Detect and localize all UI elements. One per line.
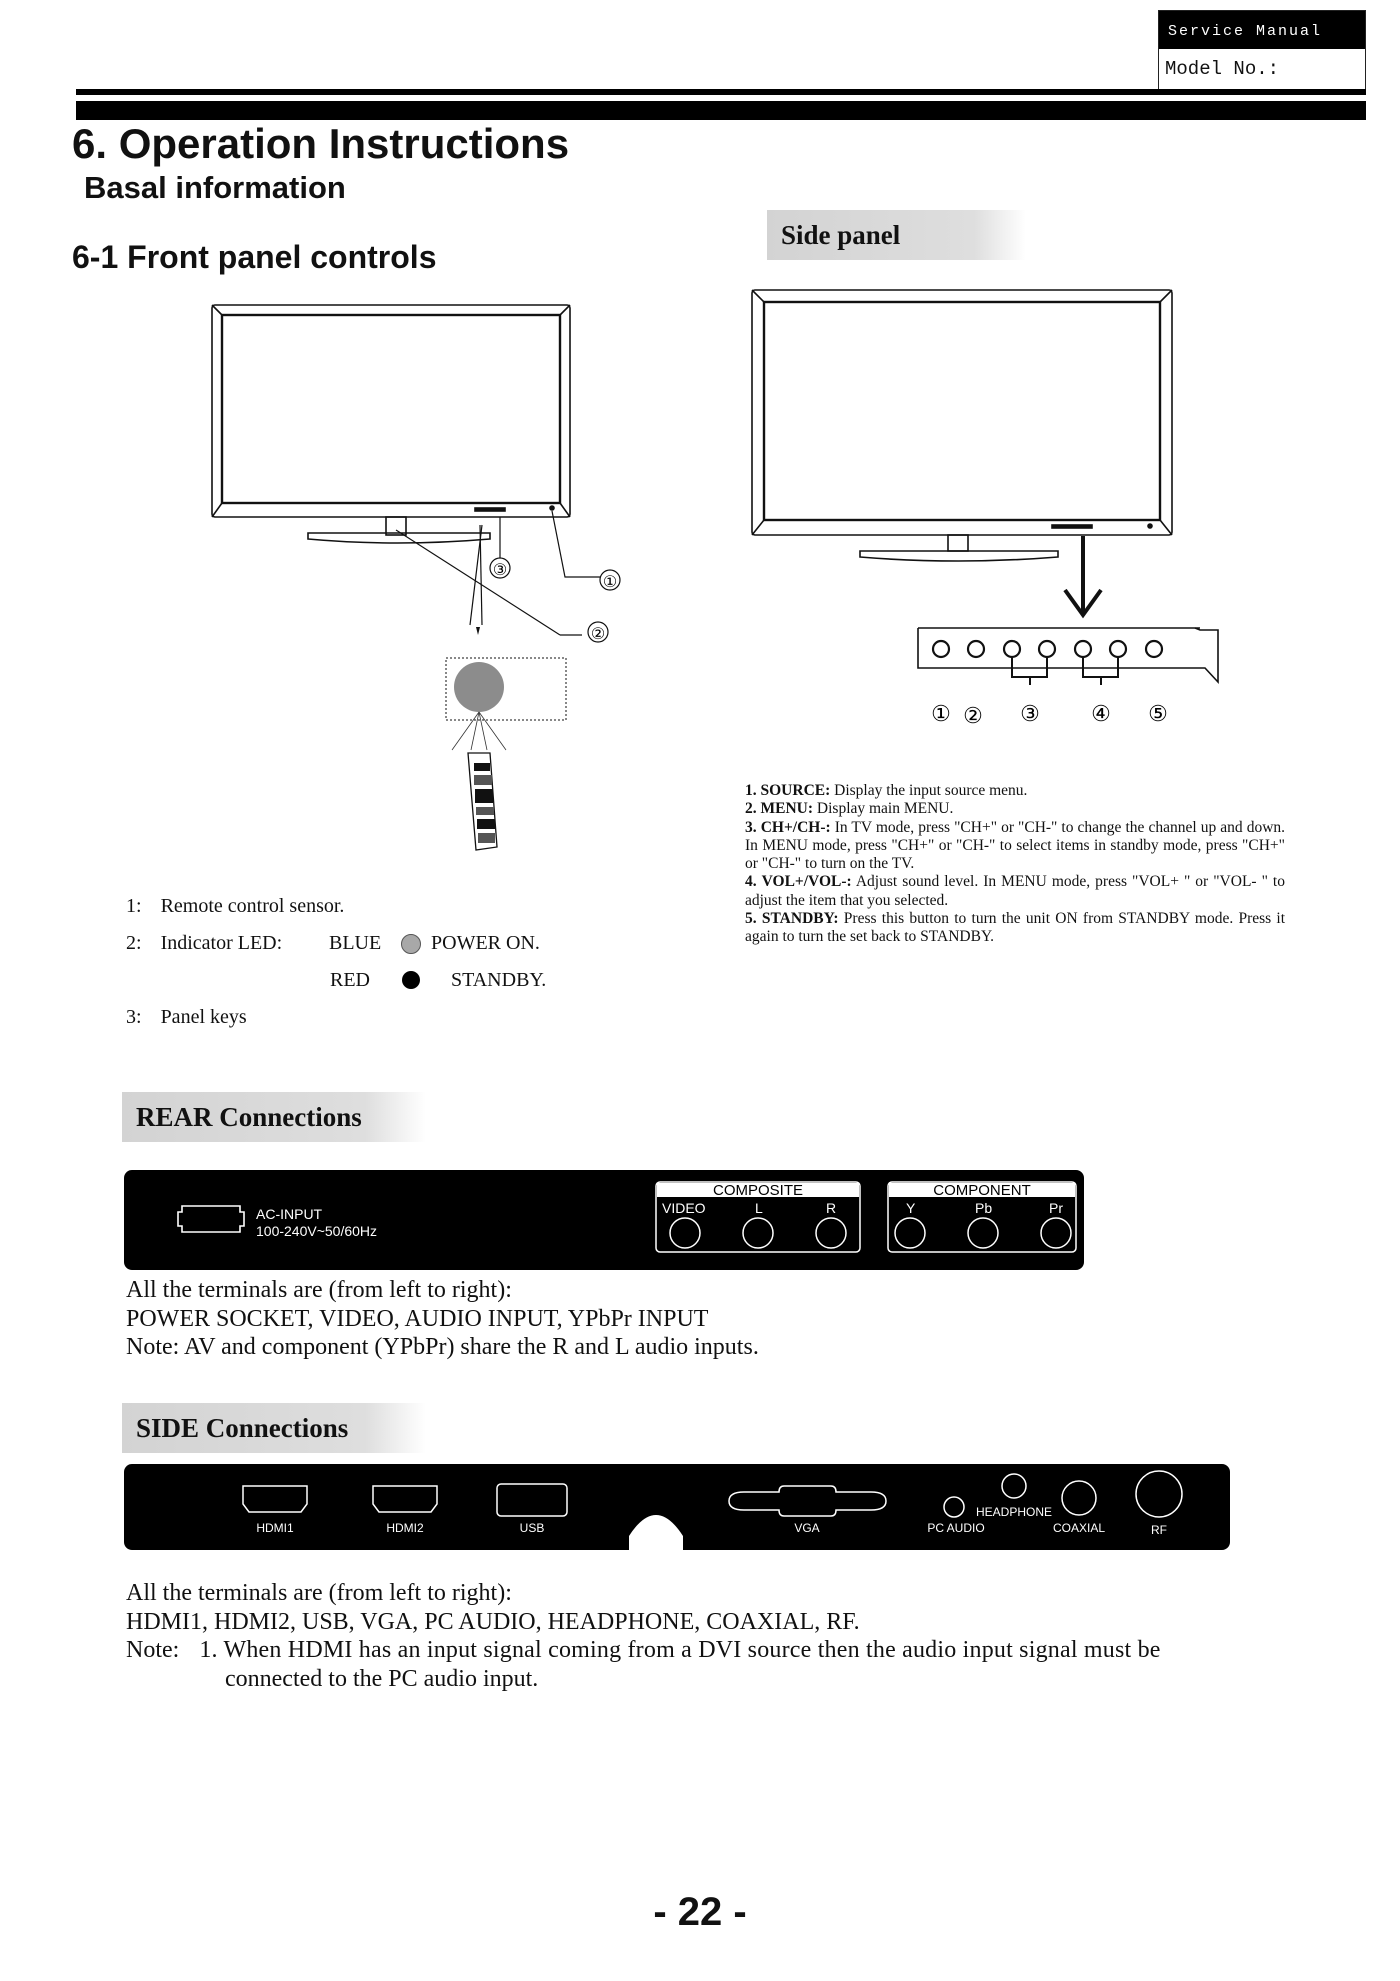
ac-input-spec: 100-240V~50/60Hz	[256, 1223, 378, 1239]
panel-buttons	[933, 641, 1162, 657]
side-text-line-2: HDMI1, HDMI2, USB, VGA, PC AUDIO, HEADPHONE, COAXIAL, RF.	[126, 1608, 860, 1635]
rear-text-line-2: POWER SOCKET, VIDEO, AUDIO INPUT, YPbPr INPUT	[126, 1305, 709, 1332]
desc-item-4: 4. VOL+/VOL-: Adjust sound level. In MENU mode, press "VOL+ " or "VOL- " to adjust the item that you selected.	[745, 873, 1285, 909]
desc-item-2: 2. MENU: Display main MENU.	[745, 800, 954, 818]
legend-text-1: Remote control sensor.	[160, 895, 345, 917]
composite-r-label: R	[826, 1200, 837, 1216]
pc-audio-label: PC AUDIO	[927, 1521, 985, 1535]
service-manual-label: Service Manual	[1159, 11, 1365, 49]
side-callout-1: ①	[931, 701, 951, 726]
ac-input-label: AC-INPUT	[256, 1206, 323, 1222]
rear-text-line-3: Note: AV and component (YPbPr) share the R and L audio inputs.	[126, 1334, 759, 1360]
side-panel-banner: Side panel	[767, 210, 1026, 260]
legend-num-3: 3:	[126, 1006, 142, 1028]
tv-front-illustration	[212, 305, 570, 543]
rear-text	[126, 1276, 759, 1362]
component-y-label: Y	[906, 1200, 916, 1216]
side-tv-diagram	[740, 285, 1240, 735]
composite-l-label: L	[755, 1200, 763, 1216]
page-number: - 22 -	[653, 1890, 747, 1934]
side-text	[126, 1579, 1286, 1693]
section-title: 6. Operation Instructions	[72, 120, 570, 167]
rf-label: RF	[1151, 1523, 1167, 1537]
hdmi2-label: HDMI2	[386, 1521, 424, 1535]
side-note-text-2: connected to the PC audio input.	[225, 1665, 539, 1692]
side-callout-4: ④	[1091, 701, 1111, 726]
component-pb-label: Pb	[975, 1200, 993, 1216]
desc-item-5: 5. STANDBY: Press this button to turn the unit ON from STANDBY mode. Press it again to turn the set back to STANDBY.	[745, 910, 1286, 946]
side-callout-2: ②	[963, 703, 983, 728]
vga-label: VGA	[794, 1521, 820, 1535]
led-blue-state: POWER ON.	[431, 932, 540, 954]
composite-video-label: VIDEO	[662, 1200, 706, 1216]
model-no-label: Model No.:	[1165, 58, 1280, 80]
side-panel-descriptions	[745, 782, 1285, 947]
component-pr-label: Pr	[1049, 1200, 1063, 1216]
legend-item-2	[126, 929, 282, 957]
front-tv-diagram	[200, 295, 618, 865]
header-box	[1158, 10, 1366, 92]
remote-sensor-detail	[446, 658, 566, 750]
led-blue-dot	[401, 934, 421, 954]
side-connections-banner: SIDE Connections	[122, 1403, 426, 1453]
led-blue-label: BLUE	[329, 932, 382, 954]
section-subtitle: Basal information	[84, 170, 346, 205]
rear-panel-diagram	[124, 1170, 1084, 1272]
legend-text-3: Panel keys	[160, 1006, 247, 1028]
legend-item-1	[126, 892, 344, 920]
tv-side-illustration	[752, 290, 1172, 561]
side-note	[126, 1636, 1286, 1665]
led-red-label: RED	[330, 969, 370, 991]
component-title: COMPONENT	[933, 1182, 1031, 1199]
desc-item-3: 3. CH+/CH-: In TV mode, press "CH+" or "CH-" to change the channel up and down. In MENU mode, press "CH+" or "CH-" to select items in standby mode, press "CH+" or "CH-" to turn on the TV.	[745, 818, 1286, 873]
side-callout-3: ③	[1020, 701, 1040, 726]
side-note-label: Note:	[126, 1637, 180, 1663]
header-rule-thick	[76, 101, 1366, 120]
legend-num-1: 1:	[126, 895, 142, 917]
front-panel-title: 6-1 Front panel controls	[72, 239, 437, 275]
legend-num-2: 2:	[126, 932, 142, 954]
usb-label: USB	[519, 1521, 545, 1535]
side-text-line-1: All the terminals are (from left to right):	[126, 1580, 512, 1606]
callout-1: ①	[602, 574, 618, 591]
button-strip	[918, 628, 1218, 682]
legend-item-3	[126, 1003, 247, 1031]
legend-text-2: Indicator LED:	[160, 932, 283, 954]
hdmi1-label: HDMI1	[256, 1521, 294, 1535]
composite-title: COMPOSITE	[712, 1182, 804, 1199]
side-note-text: 1. When HDMI has an input signal coming from a DVI source then the audio input signal must be	[199, 1637, 1161, 1663]
button-brackets	[1012, 657, 1118, 685]
side-callout-5: ⑤	[1148, 701, 1168, 726]
callout-3: ③	[492, 562, 508, 579]
side-panel-ports-diagram	[124, 1464, 1230, 1560]
arrow-down-icon	[476, 627, 480, 635]
callout-2: ②	[590, 626, 606, 643]
rear-connections-banner: REAR Connections	[122, 1092, 426, 1142]
desc-item-1: 1. SOURCE: Display the input source menu.	[745, 782, 1028, 799]
remote-control-icon	[468, 753, 497, 850]
headphone-label: HEADPHONE	[975, 1505, 1053, 1519]
header-rule-thin	[76, 89, 1366, 95]
led-red-state: STANDBY.	[451, 969, 547, 991]
coaxial-label: COAXIAL	[1052, 1521, 1106, 1535]
led-red-dot	[402, 971, 420, 989]
rear-text-line-1: All the terminals are (from left to right):	[126, 1277, 512, 1303]
